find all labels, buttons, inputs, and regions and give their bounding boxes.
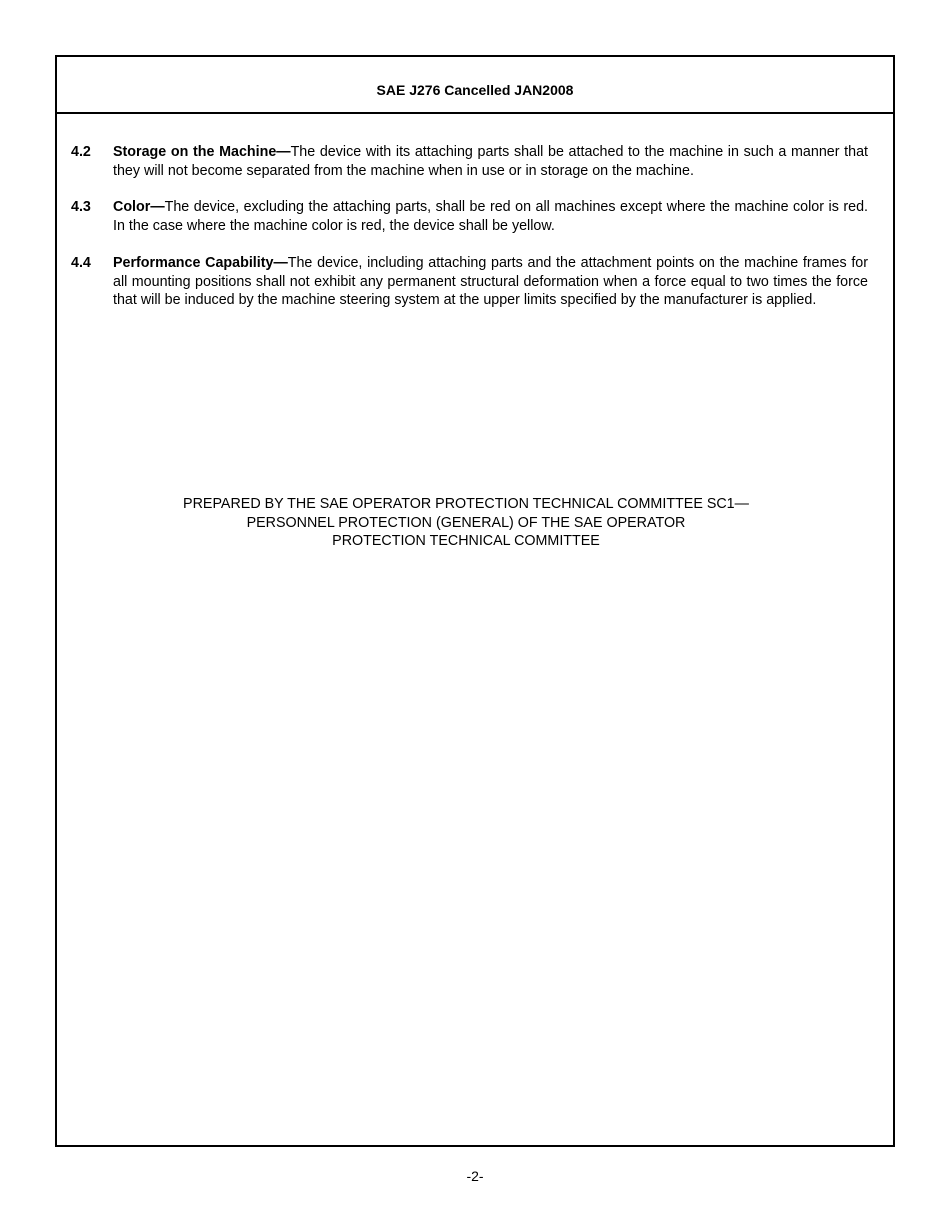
prepared-by-line: PERSONNEL PROTECTION (GENERAL) OF THE SAE OPERATOR [246, 514, 686, 531]
section-text: The device, excluding the attaching parts, shall be red on all machines except where the machine color is red. In the case where the machine color is red, the device shall be yellow. [113, 199, 868, 234]
section-text: The device, including attaching parts and the attachment points on the machine frames for all mounting positions shall not exhibit any permanent structural deformation when a force equal to two times the force that will be induced by the machine steering system at the upper limits specified by the manufacturer is applied. [113, 255, 869, 308]
section-body [113, 254, 868, 310]
section-title: Performance Capability— [113, 255, 288, 271]
section-number: 4.2 [71, 144, 91, 160]
document-title: SAE J276 Cancelled JAN2008 [376, 81, 574, 98]
page-frame [55, 55, 895, 1147]
section-text: The device with its attaching parts shall be attached to the machine in such a manner that they will not become separated from the machine when in use or in storage on the machine. [113, 144, 868, 179]
section-title: Color— [113, 199, 165, 215]
section-number: 4.4 [71, 255, 91, 271]
section-4-3 [71, 198, 868, 235]
section-4-2 [71, 143, 868, 180]
section-4-4 [71, 254, 868, 310]
prepared-by-line: PROTECTION TECHNICAL COMMITTEE [332, 533, 600, 549]
prepared-by-statement [57, 495, 875, 551]
section-number: 4.3 [71, 199, 91, 215]
document-header [57, 57, 893, 114]
section-body [113, 143, 868, 180]
prepared-by-line: PREPARED BY THE SAE OPERATOR PROTECTION TECHNICAL COMMITTEE SC1— [183, 496, 749, 512]
section-title: Storage on the Machine— [113, 144, 291, 160]
section-body [113, 198, 868, 235]
page-number: -2- [466, 1168, 484, 1184]
